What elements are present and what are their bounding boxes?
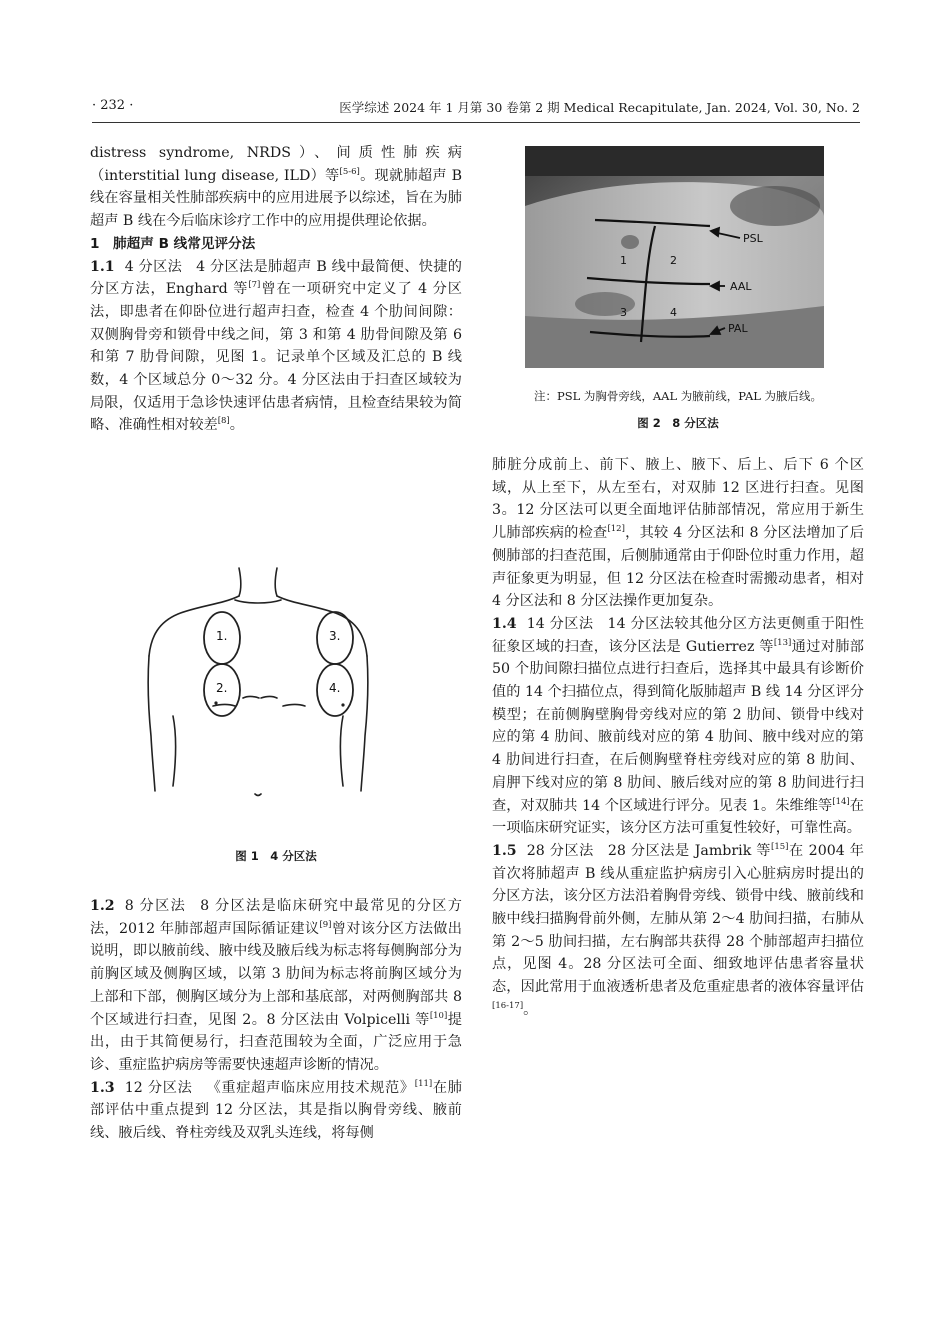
page-number: · 232 ·: [92, 98, 134, 113]
region-3-label: 3: [620, 306, 627, 319]
zone-2-label: 2.: [216, 681, 228, 695]
figure-1-drawing: [143, 566, 375, 820]
citation-ref: [14]: [832, 796, 850, 807]
zone-4-label: 4.: [329, 681, 341, 695]
section-heading: 1 肺超声 B 线常见评分法: [90, 235, 256, 252]
right-column: [492, 454, 864, 1022]
figure-1-caption: 图 1 4 分区法: [235, 849, 317, 863]
figure-2-caption: 图 2 8 分区法: [637, 416, 719, 430]
intro-paragraph: distress syndrome, NRDS）、间质性肺疾病（interstitial lung disease, ILD）等[5-6]。现就肺超声 B 线在容量相关性肺部疾病中的应用进展予以综述，旨在为肺超声 B 线在今后临床诊疗工作中的应用提供理论依据。: [90, 145, 463, 230]
subsection-1-1: 1.1 4 分区法 4 分区法是肺超声 B 线中最简便、快捷的分区方法，Enghard 等[7]曾在一项研究中定义了 4 分区法，即患者在仰卧位进行超声扫查，检查 4 个肋间间隙：双侧胸骨旁和锁骨中线之间，第 3 和第 4 肋骨间隙及第 6 和第 7 肋骨间隙，见图 1。记录单个区域及汇总的 B 线数，4 个区域总分 0～32 分。4 分区法由于扫查区域较为局限，仅适用于急诊快速评估患者病情，且检查结果较为简略、准确性相对较差[8]。: [90, 258, 462, 434]
region-4-label: 4: [670, 306, 677, 319]
citation-ref: [7]: [248, 280, 261, 291]
region-2-label: 2: [670, 254, 677, 267]
zone-1-label: 1.: [216, 629, 228, 643]
aal-label: AAL: [730, 280, 752, 293]
figure-2-note: 注：PSL 为胸骨旁线，AAL 为腋前线，PAL 为腋后线。: [533, 389, 823, 403]
journal-citation: 医学综述 2024 年 1 月第 30 卷第 2 期 Medical Recapitulate, Jan. 2024, Vol. 30, No. 2: [339, 100, 860, 115]
citation-ref: [15]: [771, 841, 789, 852]
subsection-1-5: 1.5 28 分区法 28 分区法是 Jambrik 等[15]在 2004 年首次将肺超声 B 线从重症监护病房引入心脏病房时提出的分区方法，该分区方法沿着胸骨旁线、锁骨中线、腋前线和腋中线扫描胸骨前外侧，左肺从第 2～4 肋间扫描，右肺从第 2～5 肋间扫描，左右胸部共获得 28 个肺部超声扫描位点，见图 4。28 分区法可全面、细致地评估患者容量状态，因此常用于血液透析患者及危重症患者的液体容量评估[16-17]。: [492, 841, 864, 1018]
citation-ref: [11]: [414, 1078, 433, 1089]
citation-ref: [16-17]: [492, 1000, 524, 1011]
subsection-1-3: 1.3 12 分区法 《重症超声临床应用技术规范》[11]在肺部评估中重点提到 12 分区法，其是指以胸骨旁线、腋前线、腋后线、脊柱旁线及双乳头连线，将每侧: [90, 1078, 462, 1142]
citation-ref: [5-6]: [339, 166, 360, 177]
citation-ref: [13]: [773, 637, 792, 648]
header-rule: [92, 122, 860, 123]
psl-label: PSL: [743, 232, 763, 245]
figure-1-four-zone: [143, 566, 375, 820]
subsection-1-2: 1.2 8 分区法 8 分区法是临床研究中最常见的分区方法，2012 年肺部超声国际循证建议[9]曾对该分区方法做出说明，即以腋前线、腋中线及腋后线为标志将每侧胸部分为前胸区域及侧胸区域，以第 3 肋间为标志将前胸区域分为上部和下部，侧胸区域分为上部和基底部，对两侧胸部共 8 个区域进行扫查，见图 2。8 分区法由 Volpicelli 等[10]提出，由于其简便易行，扫查范围较为全面，广泛应用于急诊、重症监护病房等需要快速超声诊断的情况。: [90, 898, 462, 1073]
left-column-lower: [90, 895, 462, 1145]
pal-label: PAL: [728, 322, 748, 335]
citation-ref: [8]: [217, 416, 230, 427]
figure-2-photo: [525, 146, 824, 368]
running-header: [92, 98, 860, 120]
zone-3-label: 3.: [329, 629, 341, 643]
subsection-1-4: 1.4 14 分区法 14 分区法较其他分区方法更侧重于阳性征象区域的扫查，该分区法是 Gutierrez 等[13]通过对肺部 50 个肋间隙扫描位点进行扫查后，选择其中最具有诊断价值的 14 个扫描位点，得到简化版肺超声 B 线 14 分区评分模型；在前侧胸壁胸骨旁线对应的第 2 肋间、锁骨中线对应的第 4 肋间、腋前线对应的第 4 肋间、腋中线对应的第 4 肋间进行扫查，在后侧胸壁脊柱旁线对应的第 8 肋间、肩胛下线对应的第 8 肋间、腋后线对应的第 8 肋间进行扫查，对双肺共 14 个区域进行评分。见表 1。朱维维等[14]在一项临床研究证实，该分区方法可重复性较好，可靠性高。: [492, 615, 864, 837]
twelve-zone-continued: 肺脏分成前上、前下、腋上、腋下、后上、后下 6 个区域，从上至下，从左至右，对双肺 12 区进行扫查。见图 3。12 分区法可以更全面地评估肺部情况，常应用于新生儿肺部疾病的检查[12]，其较 4 分区法和 8 分区法增加了后侧肺部的扫查范围，后侧肺通常由于仰卧位时重力作用，超声征象更为明显，但 12 分区法在检查时需搬动患者，相对 4 分区法和 8 分区法操作更加复杂。: [492, 457, 864, 610]
citation-ref: [10]: [429, 1010, 448, 1021]
left-column: [90, 142, 462, 437]
region-1-label: 1: [620, 254, 627, 267]
citation-ref: [12]: [607, 524, 625, 535]
figure-2-eight-zone: [525, 146, 824, 368]
citation-ref: [9]: [319, 919, 332, 930]
